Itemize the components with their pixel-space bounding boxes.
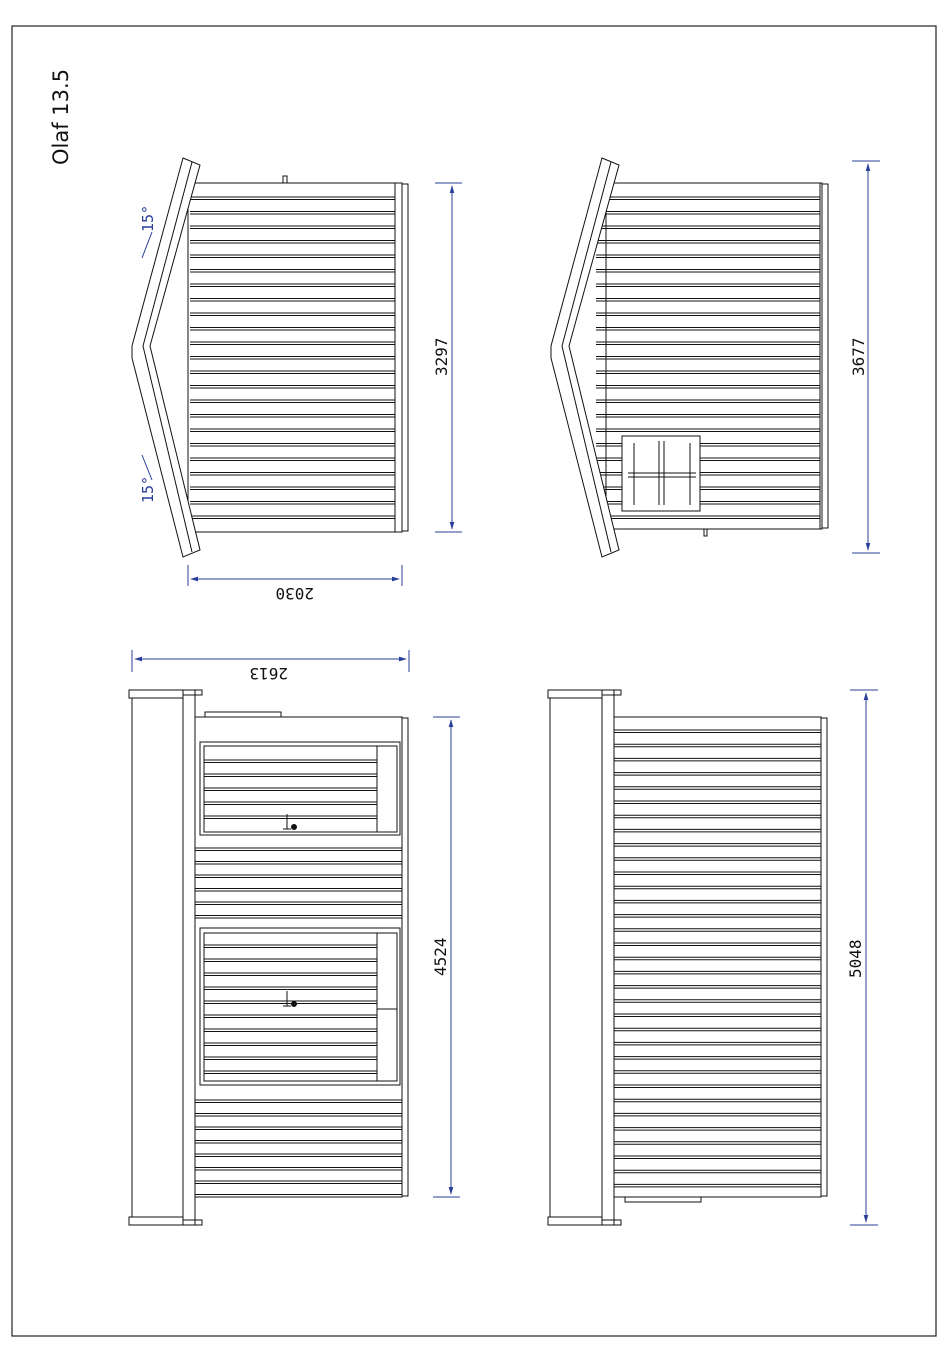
front-wall — [188, 183, 402, 532]
angle-upper-leg — [142, 232, 152, 258]
door-roof-cap-top — [129, 690, 183, 698]
back-fascia — [602, 690, 614, 1225]
lower-door-frame — [200, 928, 400, 1085]
door-roof-slab — [132, 698, 183, 1217]
dim-front-width — [188, 565, 402, 586]
dim-front-width-label: 2030 — [275, 584, 314, 603]
front-elevation-view — [132, 158, 408, 557]
side-wall-cap — [822, 184, 828, 528]
angle-lower-label: 15° — [139, 475, 157, 503]
door-fascia — [183, 690, 195, 1225]
back-elevation-view — [548, 690, 827, 1225]
dim-front-height-label: 3297 — [432, 337, 451, 376]
dim-door-height-label: 4524 — [431, 937, 450, 976]
lower-door-knob — [292, 1002, 297, 1007]
door-elevation-view — [129, 690, 408, 1225]
door-vent — [205, 712, 281, 717]
upper-door-knob — [292, 825, 297, 830]
side-base-step — [704, 529, 707, 536]
chimney-vent — [283, 176, 287, 183]
door-roof-cap-bottom — [129, 1217, 183, 1225]
back-roof-slab — [550, 698, 602, 1217]
dim-side-height-label: 3677 — [849, 337, 868, 376]
sheet-title: Olaf 13.5 — [49, 68, 73, 165]
side-elevation-view — [551, 158, 828, 557]
dim-back-height-label: 5048 — [846, 939, 865, 978]
back-vent — [625, 1197, 701, 1202]
angle-upper-label: 15° — [139, 204, 157, 232]
dim-roof-width-label: 2613 — [249, 664, 288, 683]
wall-cap-top — [402, 184, 408, 531]
